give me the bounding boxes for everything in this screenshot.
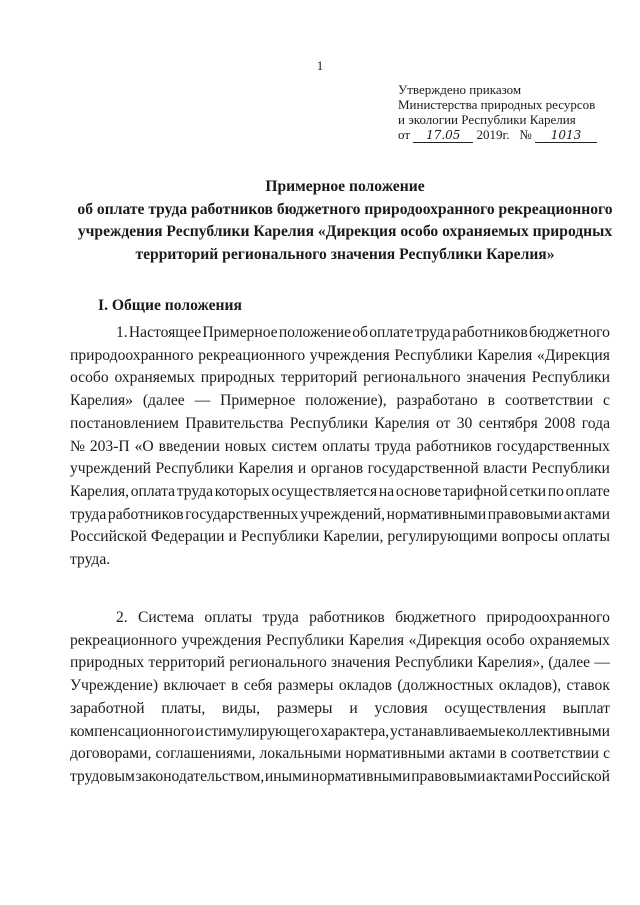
approval-line-3: и экологии Республики Карелия — [398, 112, 576, 127]
handwritten-order-number: 1013 — [535, 129, 597, 143]
document-title — [60, 176, 630, 266]
text-line: Карелия, оплата труда которых осуществляется на основе тарифной сетки по оплате — [70, 482, 610, 500]
text-line: рекреационного учреждения Республики Карелия «Дирекция особо охраняемых — [70, 631, 610, 649]
text-line: компенсационного и стимулирующего характера, устанавливаемые коллективными — [70, 722, 610, 740]
section-heading: I. Общие положения — [98, 297, 242, 314]
title-line-2: об оплате труда работников бюджетного природоохранного рекреационного — [77, 200, 613, 218]
text-line: трудовым законодательством, иными нормативными правовыми актами Российской — [70, 767, 610, 785]
text-line: Учреждение) включает в себя размеры окладов (должностных окладов), ставок — [70, 677, 610, 695]
text-line: особо охраняемых природных территорий регионального значения Республики — [70, 369, 610, 387]
approval-line-2: Министерства природных ресурсов — [398, 97, 596, 112]
page-number: 1 — [316, 58, 324, 73]
title-line-4: территорий регионального значения Республики Карелия» — [135, 245, 555, 263]
text-line: № 203-П «О введении новых систем оплаты труда работников государственных — [70, 437, 610, 455]
title-line-1: Примерное положение — [265, 178, 425, 195]
approval-line-1: Утверждено приказом — [398, 82, 522, 97]
number-prefix: № — [519, 127, 532, 142]
text-line: постановлением Правительства Республики Карелия от 30 сентября 2008 года — [70, 414, 610, 432]
year-suffix: 2019г. — [476, 127, 510, 142]
text-line: заработной платы, виды, размеры и условия осуществления выплат — [70, 699, 610, 717]
text-line: Карелия» (далее — Примерное положение), разработано в соответствии с — [70, 392, 610, 410]
paragraph-1 — [70, 322, 610, 572]
text-line: природоохранного рекреационного учреждения Республики Карелия «Дирекция — [70, 346, 610, 364]
text-line: труда. — [70, 551, 111, 569]
date-prefix: от — [398, 127, 411, 142]
text-line: Российской Федерации и Республики Карелии, регулирующими вопросы оплаты — [70, 528, 610, 546]
handwritten-date: 17.05 — [413, 129, 473, 143]
approval-stamp — [398, 82, 613, 143]
text-line: природных территорий регионального значения Республики Карелия», (далее — — [70, 654, 610, 672]
text-line: договорами, соглашениями, локальными нормативными актами в соответствии с — [70, 745, 610, 763]
text-line: 1. Настоящее Примерное положение об оплате труда работников бюджетного — [116, 324, 610, 341]
paragraph-2 — [70, 607, 610, 789]
approval-date-line — [398, 127, 613, 143]
text-line: 2. Система оплаты труда работников бюджетного природоохранного — [116, 609, 610, 626]
text-line: учреждений Республики Карелия и органов государственной власти Республики — [70, 460, 610, 478]
title-line-3: учреждения Республики Карелия «Дирекция особо охраняемых природных — [77, 223, 613, 240]
text-line: труда работников государственных учреждений, нормативными правовыми актами — [70, 505, 610, 523]
